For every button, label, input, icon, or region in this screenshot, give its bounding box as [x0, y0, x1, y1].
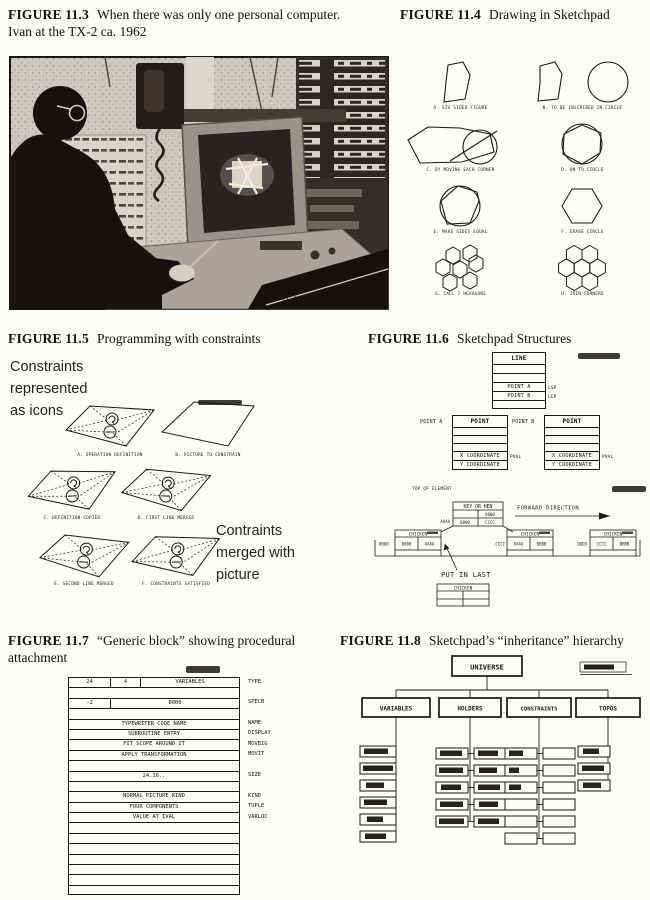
table-row — [68, 687, 308, 697]
sketch-panel-b — [524, 60, 641, 104]
sketch-panel-d-label: D. ON TO CIRCLE — [561, 168, 604, 173]
ink-smudge — [186, 666, 220, 673]
table-row: TYPEWRITER CODE NAME NAME — [68, 719, 308, 729]
forward-direction-label: FORWARD DIRECTION — [517, 505, 579, 512]
arrowhead — [444, 544, 450, 551]
sketch-panel-h-label: H. JOIN CORNERS — [561, 292, 604, 297]
constraint-panel-e-label: E. SECOND LINE MERGED — [54, 582, 114, 587]
figure-11-3-caption-line2: Ivan at the TX-2 ca. 1962 — [8, 24, 147, 39]
sketch-panel-h — [524, 246, 641, 290]
key-or-hen-title: KEY OR HEN — [463, 505, 493, 510]
constraint-panel-a-label: A. OPERATION DEFINITION — [77, 453, 143, 458]
constraint-panel-d — [116, 464, 216, 516]
svg-text:0000: 0000 — [460, 520, 470, 526]
holders-label: HOLDERS — [457, 705, 483, 713]
merged-note: Contraints merged with picture — [216, 523, 295, 583]
figure-11-8-caption — [340, 632, 650, 649]
table-row — [68, 833, 308, 843]
table-row — [68, 864, 308, 874]
point-a-ref: POINT A — [420, 419, 443, 425]
variables-sub-boxes — [360, 746, 396, 842]
svg-text:CHICKEN: CHICKEN — [408, 532, 428, 538]
constraints-note: Constraints represented as icons — [10, 359, 88, 419]
constraint-panel-d-label: D. FIRST LINE MERGED — [137, 516, 195, 521]
inheritance-hierarchy-diagram — [340, 650, 650, 865]
constraint-panel-b — [158, 398, 258, 450]
constraints-label: CONSTRAINTS — [520, 706, 558, 713]
top-of-element-label: TOP OF ELEMENT — [412, 487, 452, 492]
figure-11-3-caption — [8, 6, 386, 40]
sketch-panel-a — [402, 60, 519, 104]
constraints-sub-boxes — [505, 748, 575, 844]
universe-label: UNIVERSE — [470, 663, 504, 672]
line-block-point-b: POINT B LEP — [493, 391, 545, 400]
svg-text:CCCC: CCCC — [495, 541, 505, 547]
constraint-panel-b-label: B. PICTURE TO CONSTRAIN — [175, 453, 241, 458]
circle — [588, 62, 628, 102]
figure-11-7-caption-line2: attachment — [8, 650, 68, 665]
sketch-panel-f — [524, 184, 641, 228]
sketch-panel-e-label: E. MAKE SIDES EQUAL — [433, 230, 488, 235]
figure-11-3-number: FIGURE 11.3 — [8, 7, 89, 22]
figure-11-4-caption-text: Drawing in Sketchpad — [488, 7, 610, 22]
bottom-chicken-title: CHICKEN — [453, 586, 473, 592]
table-row: -2 0000 SPECB — [68, 698, 308, 708]
figure-11-6-number: FIGURE 11.6 — [368, 331, 449, 346]
constraint-panel-c-label: C. DEFINITION COPIED — [43, 516, 101, 521]
constraint-panel-a — [60, 400, 160, 452]
table-row: APPLY TRANSFORMATION MOVIT — [68, 750, 308, 760]
table-row — [68, 874, 308, 884]
table-row: 24.16.. SIZE — [68, 771, 308, 781]
constraint-panel-f — [126, 530, 226, 582]
svg-text:0000: 0000 — [485, 512, 495, 518]
table-row — [68, 843, 308, 853]
svg-text:CHICKEN: CHICKEN — [603, 532, 623, 538]
generic-block-table — [68, 677, 308, 895]
figure-11-5-number: FIGURE 11.5 — [8, 331, 89, 346]
figure-11-4-number: FIGURE 11.4 — [400, 7, 481, 22]
constraint-panel-e — [34, 530, 134, 582]
sketch-panel-e — [402, 184, 519, 228]
table-row: VALUE AT IVAL VARLOC — [68, 812, 308, 822]
constraint-panel-c — [22, 464, 122, 516]
sketch-panel-g-label: G. CALL 7 HEXAGONS — [434, 292, 487, 297]
put-in-last-label: PUT IN LAST — [441, 571, 491, 579]
table-row: FIT SCOPE AROUND IT MOVBIG — [68, 739, 308, 749]
ink-smudge — [612, 486, 646, 492]
constraint-panel-f-label: F. CONSTRAINTS SATISFIED — [141, 582, 211, 587]
svg-text:AAAA: AAAA — [513, 541, 524, 547]
table-row: SUBROUTINE ENTRY DISPLAY — [68, 729, 308, 739]
sketch-panel-b-label: B. TO BE INSCRIBED IN CIRCLE — [542, 106, 623, 111]
topos-sub-boxes — [578, 746, 610, 791]
svg-text:BBBB: BBBB — [536, 541, 547, 547]
crt-console — [182, 117, 308, 249]
table-row: FOUR COMPONENTS TUPLE — [68, 802, 308, 812]
svg-text:DDDD: DDDD — [577, 541, 587, 547]
line-block — [492, 352, 557, 409]
photo-code-label: P91-211 — [278, 296, 306, 302]
aaaa-label: AAAA — [440, 519, 450, 524]
figure-11-6-caption-text: Sketchpad Structures — [456, 331, 572, 346]
table-row — [68, 822, 308, 832]
point-b-ref: POINT B — [512, 419, 535, 425]
svg-text:AAAA: AAAA — [424, 541, 435, 547]
svg-text:CCCC: CCCC — [485, 520, 495, 526]
svg-text:BBBB: BBBB — [619, 541, 630, 547]
table-row — [68, 885, 308, 895]
figure-11-3-caption-text: When there was only one personal computer. — [96, 7, 341, 22]
figure-11-4-caption — [400, 6, 645, 23]
variables-label: VARIABLES — [379, 705, 413, 713]
table-row — [68, 760, 308, 770]
sketch-panel-f-label: F. ERASE CIRCLE — [561, 230, 604, 235]
point-a-block: POINT X COORDINATE PVAL Y COORDINATE — [452, 415, 508, 470]
table-row — [68, 708, 308, 718]
table-row — [68, 781, 308, 791]
svg-text:0000: 0000 — [401, 541, 412, 547]
hexagon — [562, 189, 602, 223]
point-b-block: POINT X COORDINATE PVAL Y COORDINATE — [544, 415, 600, 470]
line-block-point-a: POINT A LSP — [493, 382, 545, 391]
tx2-photo — [10, 57, 388, 309]
figure-11-5-caption-text: Programming with constraints — [96, 331, 261, 346]
sketch-panel-a-label: A. SIX SIDED FIGURE — [433, 106, 488, 111]
ink-smudge — [578, 353, 620, 359]
arrowhead — [599, 513, 610, 520]
topos-label: TOPOS — [598, 705, 618, 713]
line-block-title: LINE — [511, 355, 527, 362]
sketch-panel-c-label: C. BY MOVING EACH CORNER — [426, 168, 495, 173]
figure-11-7-number: FIGURE 11.7 — [8, 633, 89, 648]
sketch-panel-c — [402, 122, 519, 166]
sketch-panel-d — [524, 122, 641, 166]
svg-text:CCCC: CCCC — [596, 541, 607, 547]
figure-11-7-caption — [8, 632, 338, 666]
ink-smudge — [580, 662, 632, 675]
figure-11-5-caption — [8, 330, 348, 347]
svg-text:CHICKEN: CHICKEN — [520, 532, 540, 538]
figure-11-8-caption-text: Sketchpad’s “inheritance” hierarchy — [428, 633, 624, 648]
six-sided-figure — [444, 62, 470, 102]
table-row — [68, 854, 308, 864]
figure-11-6-caption — [368, 330, 648, 347]
figure-11-8-number: FIGURE 11.8 — [340, 633, 421, 648]
table-row: NORMAL PICTURE KIND KIND — [68, 791, 308, 801]
svg-text:0000: 0000 — [379, 541, 389, 547]
figure-11-7-caption-text: “Generic block” showing procedural — [96, 633, 296, 648]
ring-structure-diagram — [365, 496, 650, 614]
sketch-panel-g — [402, 246, 519, 290]
rubber-band-line — [450, 131, 497, 161]
table-row: 24 4 VARIABLES TYPE — [68, 677, 308, 687]
